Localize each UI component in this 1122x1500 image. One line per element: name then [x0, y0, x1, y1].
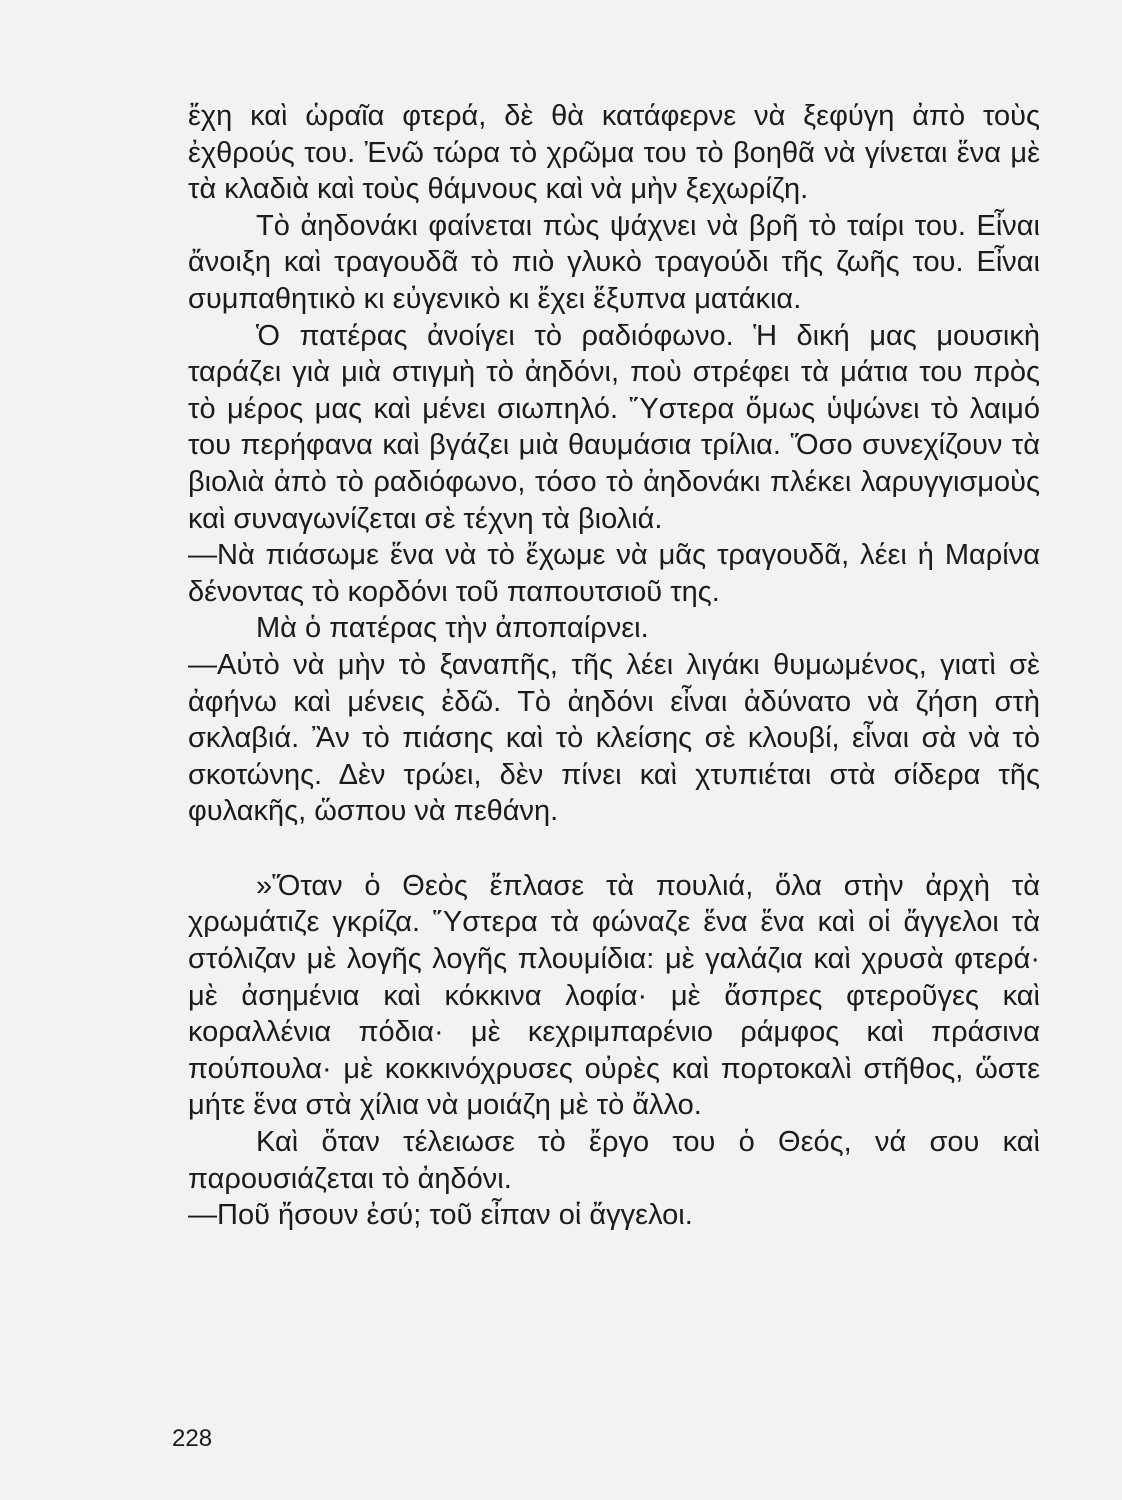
paragraph-2: Τὸ ἀηδονάκι φαίνεται πὼς ψάχνει νὰ βρῆ τὸ ταίρι του. Εἶναι ἄνοιξη καὶ τραγουδᾶ τὸ πιὸ γλυκὸ τραγούδι τῆς ζωῆς του. Εἶναι συμπαθητικὸ κι εὐγενικὸ κι ἔχει ἔξυπνα ματάκια. — [188, 209, 1040, 315]
body-text — [188, 98, 1040, 1234]
paragraph-1: ἔχη καὶ ὡραῖα φτερά, δὲ θὰ κατάφερνε νὰ ξεφύγη ἀπὸ τοὺς ἐχθρούς του. Ἐνῶ τώρα τὸ χρῶμα του τὸ βοηθᾶ νὰ γίνεται ἕνα μὲ τὰ κλαδιὰ καὶ τοὺς θάμνους καὶ νὰ μὴν ξεχωρίζη. — [188, 100, 1040, 206]
paragraph-5: Μὰ ὁ πατέρας τὴν ἀποπαίρνει. — [256, 612, 649, 645]
paragraph-7: »Ὅταν ὁ Θεὸς ἔπλασε τὰ πουλιά, ὅλα στὴν ἀρχὴ τὰ χρωμάτιζε γκρίζα. Ὕστερα τὰ φώναζε ἕνα ἕνα καὶ οἱ ἄγγελοι τὰ στόλιζαν μὲ λογῆς λογῆς πλουμίδια: μὲ γαλάζια καὶ χρυσὰ φτερά· μὲ ἀσημένια καὶ κόκκινα λοφία· μὲ ἄσπρες φτεροῦγες καὶ κοραλλένια πόδια· μὲ κεχριμπαρένιο ράμφος καὶ πράσινα πούπουλα· μὲ κοκκινόχρυσες οὐρὲς καὶ πορτοκαλὶ στῆθος, ὥστε μήτε ἕνα στὰ χίλια νὰ μοιάζη μὲ τὸ ἄλλο. — [188, 869, 1040, 1122]
paragraph-6: —Αὐτὸ νὰ μὴν τὸ ξαναπῆς, τῆς λέει λιγάκι θυμωμένος, γιατὶ σὲ ἀφήνω καὶ μένεις ἐδῶ. Τὸ ἀηδόνι εἶναι ἀδύνατο νὰ ζήση στὴ σκλαβιά. Ἂν τὸ πιάσης καὶ τὸ κλείσης σὲ κλουβί, εἶναι σὰ νὰ τὸ σκοτώνης. Δὲν τρώει, δὲν πίνει καὶ χτυπιέται στὰ σίδερα τῆς φυλακῆς, ὥσπου νὰ πεθάνη. — [188, 648, 1040, 828]
paragraph-8: Καὶ ὅταν τέλειωσε τὸ ἔργο του ὁ Θεός, νά σου καὶ παρουσιάζεται τὸ ἀηδόνι. — [188, 1126, 1040, 1195]
paragraph-3: Ὁ πατέρας ἀνοίγει τὸ ραδιόφωνο. Ἡ δική μας μουσικὴ ταράζει γιὰ μιὰ στιγμὴ τὸ ἀηδόνι, ποὺ στρέφει τὰ μάτια του πρὸς τὸ μέρος μας καὶ μένει σιωπηλό. Ὕστερα ὅμως ὑψώνει τὸ λαιμό του περήφανα καὶ βγάζει μιὰ θαυμάσια τρίλια. Ὅσο συνεχίζουν τὰ βιολιὰ ἀπὸ τὸ ραδιόφωνο, τόσο τὸ ἀηδονάκι πλέκει λαρυγγισμοὺς καὶ συναγωνίζεται σὲ τέχνη τὰ βιολιά. — [188, 319, 1040, 535]
paragraph-4: —Νὰ πιάσωμε ἕνα νὰ τὸ ἔχωμε νὰ μᾶς τραγουδᾶ, λέει ἡ Μαρίνα δένοντας τὸ κορδόνι τοῦ παπουτσιοῦ της. — [188, 539, 1040, 608]
paragraph-9: —Ποῦ ἤσουν ἐσύ; τοῦ εἶπαν οἱ ἄγγελοι. — [188, 1199, 693, 1232]
page-number: 228 — [172, 1425, 213, 1452]
